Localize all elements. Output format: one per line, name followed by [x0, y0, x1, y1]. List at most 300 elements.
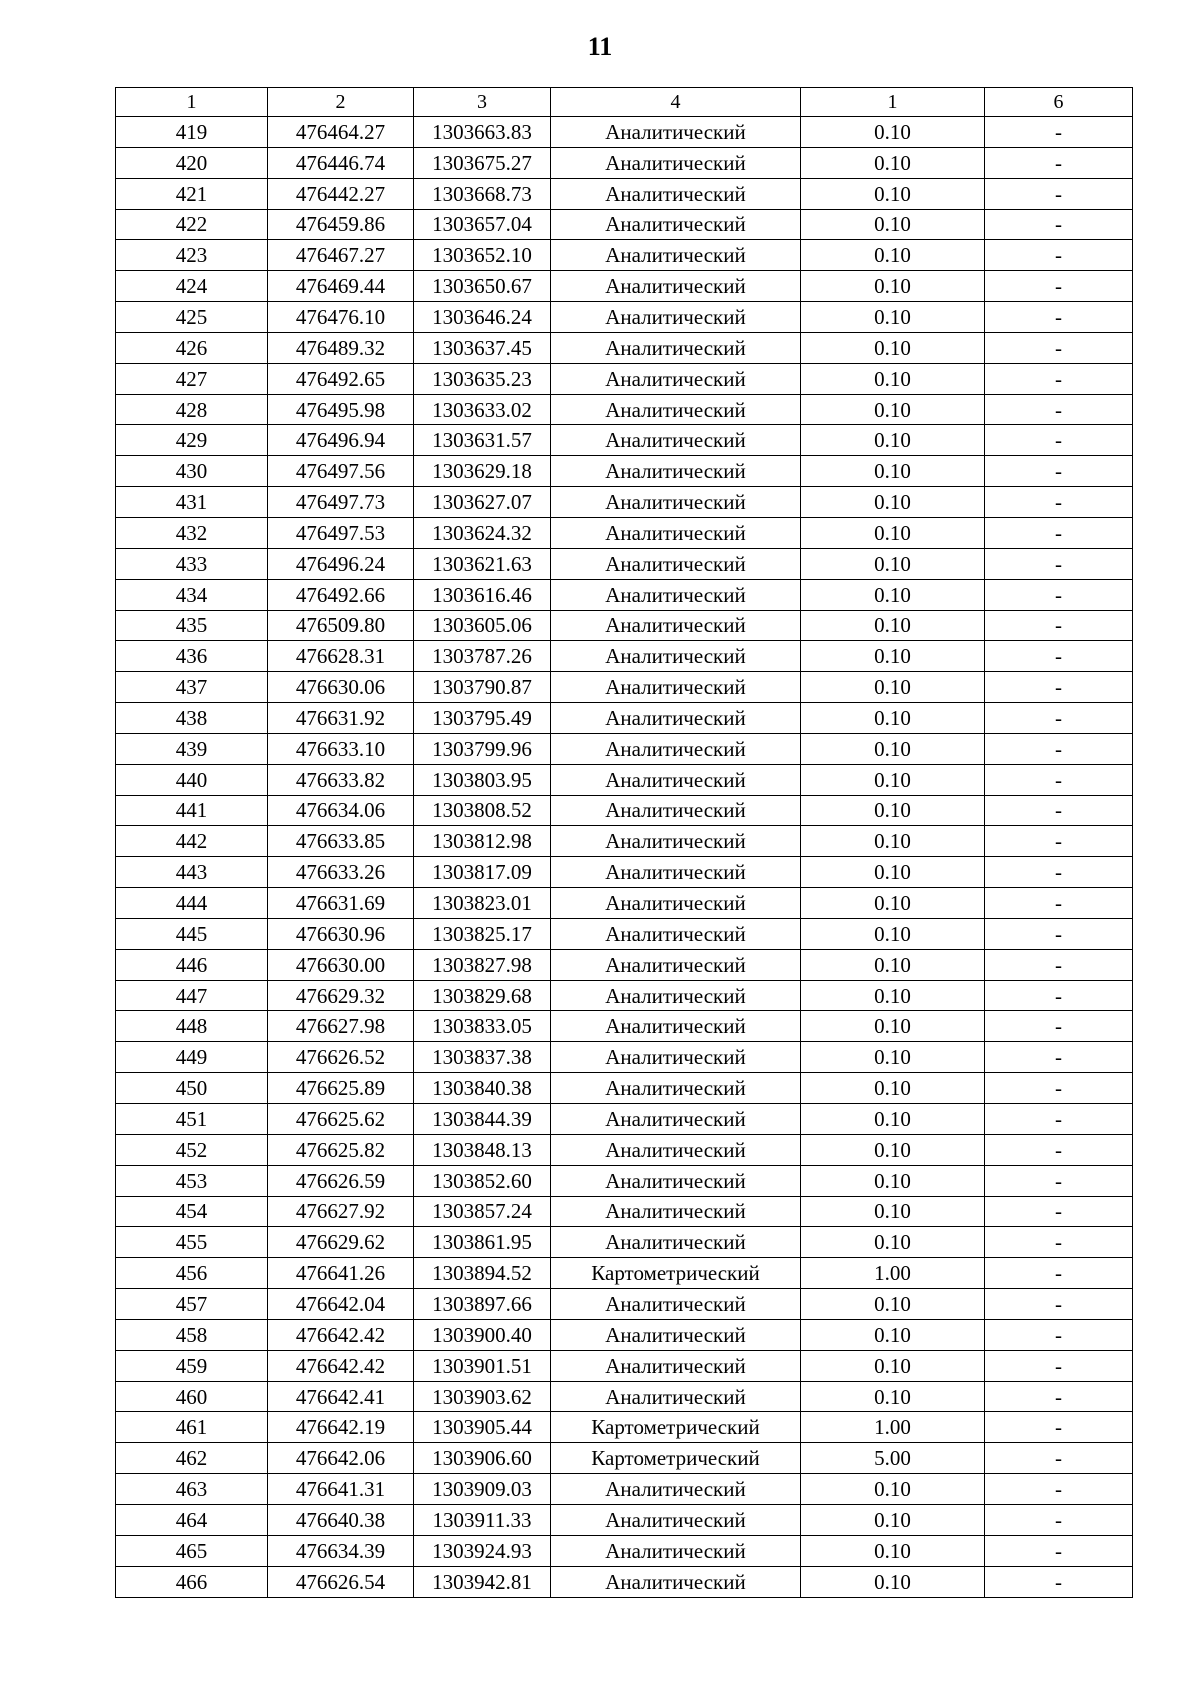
method-cell: Аналитический [551, 117, 801, 148]
x-coordinate-cell: 476642.42 [268, 1319, 414, 1350]
x-coordinate-cell: 476467.27 [268, 240, 414, 271]
point-number-cell: 458 [116, 1319, 268, 1350]
x-coordinate-cell: 476633.85 [268, 826, 414, 857]
x-coordinate-cell: 476633.10 [268, 733, 414, 764]
y-coordinate-cell: 1303652.10 [414, 240, 551, 271]
y-coordinate-cell: 1303795.49 [414, 703, 551, 734]
x-coordinate-cell: 476476.10 [268, 302, 414, 333]
table-row [116, 1258, 1133, 1289]
point-number-cell: 430 [116, 456, 268, 487]
y-coordinate-cell: 1303616.46 [414, 579, 551, 610]
method-cell: Аналитический [551, 1227, 801, 1258]
point-number-cell: 451 [116, 1104, 268, 1135]
table-row [116, 918, 1133, 949]
x-coordinate-cell: 476640.38 [268, 1504, 414, 1535]
table-row [116, 1381, 1133, 1412]
x-coordinate-cell: 476628.31 [268, 641, 414, 672]
point-number-cell: 445 [116, 918, 268, 949]
point-number-cell: 441 [116, 795, 268, 826]
x-coordinate-cell: 476629.62 [268, 1227, 414, 1258]
x-coordinate-cell: 476633.26 [268, 857, 414, 888]
description-cell: - [985, 1258, 1133, 1289]
column-header: 1 [116, 88, 268, 117]
point-number-cell: 465 [116, 1535, 268, 1566]
y-coordinate-cell: 1303905.44 [414, 1412, 551, 1443]
point-number-cell: 422 [116, 209, 268, 240]
point-number-cell: 424 [116, 271, 268, 302]
accuracy-cell: 0.10 [801, 703, 985, 734]
y-coordinate-cell: 1303633.02 [414, 394, 551, 425]
x-coordinate-cell: 476497.73 [268, 487, 414, 518]
table-row [116, 1504, 1133, 1535]
x-coordinate-cell: 476630.96 [268, 918, 414, 949]
table-row [116, 703, 1133, 734]
description-cell: - [985, 610, 1133, 641]
point-number-cell: 459 [116, 1350, 268, 1381]
y-coordinate-cell: 1303631.57 [414, 425, 551, 456]
x-coordinate-cell: 476469.44 [268, 271, 414, 302]
description-cell: - [985, 857, 1133, 888]
description-cell: - [985, 487, 1133, 518]
method-cell: Аналитический [551, 703, 801, 734]
method-cell: Аналитический [551, 363, 801, 394]
description-cell: - [985, 1073, 1133, 1104]
x-coordinate-cell: 476489.32 [268, 332, 414, 363]
point-number-cell: 449 [116, 1042, 268, 1073]
table-row [116, 826, 1133, 857]
description-cell: - [985, 703, 1133, 734]
table-row [116, 610, 1133, 641]
point-number-cell: 421 [116, 178, 268, 209]
point-number-cell: 431 [116, 487, 268, 518]
y-coordinate-cell: 1303646.24 [414, 302, 551, 333]
table-row [116, 1196, 1133, 1227]
description-cell: - [985, 1165, 1133, 1196]
point-number-cell: 444 [116, 888, 268, 919]
method-cell: Аналитический [551, 1289, 801, 1320]
accuracy-cell: 0.10 [801, 672, 985, 703]
table-row [116, 332, 1133, 363]
x-coordinate-cell: 476627.98 [268, 1011, 414, 1042]
accuracy-cell: 0.10 [801, 363, 985, 394]
x-coordinate-cell: 476626.52 [268, 1042, 414, 1073]
description-cell: - [985, 672, 1133, 703]
accuracy-cell: 0.10 [801, 271, 985, 302]
description-cell: - [985, 1227, 1133, 1258]
description-cell: - [985, 826, 1133, 857]
point-number-cell: 438 [116, 703, 268, 734]
accuracy-cell: 0.10 [801, 1535, 985, 1566]
y-coordinate-cell: 1303637.45 [414, 332, 551, 363]
point-number-cell: 461 [116, 1412, 268, 1443]
accuracy-cell: 0.10 [801, 610, 985, 641]
method-cell: Аналитический [551, 302, 801, 333]
point-number-cell: 455 [116, 1227, 268, 1258]
table-row [116, 209, 1133, 240]
method-cell: Аналитический [551, 1134, 801, 1165]
method-cell: Аналитический [551, 456, 801, 487]
accuracy-cell: 0.10 [801, 1073, 985, 1104]
x-coordinate-cell: 476630.00 [268, 949, 414, 980]
accuracy-cell: 0.10 [801, 1042, 985, 1073]
x-coordinate-cell: 476497.53 [268, 517, 414, 548]
description-cell: - [985, 394, 1133, 425]
point-number-cell: 437 [116, 672, 268, 703]
accuracy-cell: 0.10 [801, 733, 985, 764]
y-coordinate-cell: 1303901.51 [414, 1350, 551, 1381]
point-number-cell: 446 [116, 949, 268, 980]
x-coordinate-cell: 476464.27 [268, 117, 414, 148]
y-coordinate-cell: 1303624.32 [414, 517, 551, 548]
description-cell: - [985, 1011, 1133, 1042]
y-coordinate-cell: 1303833.05 [414, 1011, 551, 1042]
description-cell: - [985, 1381, 1133, 1412]
description-cell: - [985, 733, 1133, 764]
x-coordinate-cell: 476634.06 [268, 795, 414, 826]
method-cell: Аналитический [551, 1319, 801, 1350]
description-cell: - [985, 764, 1133, 795]
x-coordinate-cell: 476492.65 [268, 363, 414, 394]
description-cell: - [985, 178, 1133, 209]
y-coordinate-cell: 1303663.83 [414, 117, 551, 148]
accuracy-cell: 0.10 [801, 918, 985, 949]
table-row [116, 1042, 1133, 1073]
method-cell: Аналитический [551, 610, 801, 641]
table-row [116, 795, 1133, 826]
table-row [116, 487, 1133, 518]
coordinates-table [115, 87, 1133, 1598]
table-row [116, 517, 1133, 548]
accuracy-cell: 0.10 [801, 1011, 985, 1042]
column-header: 3 [414, 88, 551, 117]
header-row [116, 88, 1133, 117]
table-row [116, 1319, 1133, 1350]
y-coordinate-cell: 1303823.01 [414, 888, 551, 919]
description-cell: - [985, 641, 1133, 672]
description-cell: - [985, 795, 1133, 826]
y-coordinate-cell: 1303621.63 [414, 548, 551, 579]
description-cell: - [985, 579, 1133, 610]
y-coordinate-cell: 1303605.06 [414, 610, 551, 641]
accuracy-cell: 0.10 [801, 1289, 985, 1320]
accuracy-cell: 0.10 [801, 949, 985, 980]
description-cell: - [985, 1535, 1133, 1566]
y-coordinate-cell: 1303812.98 [414, 826, 551, 857]
method-cell: Аналитический [551, 394, 801, 425]
y-coordinate-cell: 1303909.03 [414, 1474, 551, 1505]
accuracy-cell: 0.10 [801, 1165, 985, 1196]
column-header: 4 [551, 88, 801, 117]
method-cell: Аналитический [551, 888, 801, 919]
description-cell: - [985, 1134, 1133, 1165]
description-cell: - [985, 918, 1133, 949]
x-coordinate-cell: 476459.86 [268, 209, 414, 240]
y-coordinate-cell: 1303668.73 [414, 178, 551, 209]
method-cell: Аналитический [551, 1104, 801, 1135]
point-number-cell: 453 [116, 1165, 268, 1196]
y-coordinate-cell: 1303629.18 [414, 456, 551, 487]
method-cell: Аналитический [551, 1566, 801, 1597]
y-coordinate-cell: 1303894.52 [414, 1258, 551, 1289]
point-number-cell: 450 [116, 1073, 268, 1104]
y-coordinate-cell: 1303897.66 [414, 1289, 551, 1320]
table-row [116, 302, 1133, 333]
y-coordinate-cell: 1303787.26 [414, 641, 551, 672]
point-number-cell: 439 [116, 733, 268, 764]
description-cell: - [985, 147, 1133, 178]
table-row [116, 579, 1133, 610]
accuracy-cell: 0.10 [801, 857, 985, 888]
table-row [116, 178, 1133, 209]
point-number-cell: 434 [116, 579, 268, 610]
y-coordinate-cell: 1303848.13 [414, 1134, 551, 1165]
accuracy-cell: 0.10 [801, 1566, 985, 1597]
table-row [116, 147, 1133, 178]
accuracy-cell: 1.00 [801, 1412, 985, 1443]
method-cell: Аналитический [551, 1535, 801, 1566]
accuracy-cell: 0.10 [801, 548, 985, 579]
description-cell: - [985, 302, 1133, 333]
accuracy-cell: 0.10 [801, 641, 985, 672]
x-coordinate-cell: 476626.59 [268, 1165, 414, 1196]
method-cell: Аналитический [551, 949, 801, 980]
method-cell: Картометрический [551, 1258, 801, 1289]
table-row [116, 1227, 1133, 1258]
point-number-cell: 427 [116, 363, 268, 394]
y-coordinate-cell: 1303906.60 [414, 1443, 551, 1474]
y-coordinate-cell: 1303903.62 [414, 1381, 551, 1412]
method-cell: Аналитический [551, 1504, 801, 1535]
table-row [116, 1011, 1133, 1042]
method-cell: Аналитический [551, 178, 801, 209]
accuracy-cell: 0.10 [801, 1350, 985, 1381]
x-coordinate-cell: 476442.27 [268, 178, 414, 209]
point-number-cell: 423 [116, 240, 268, 271]
description-cell: - [985, 1104, 1133, 1135]
point-number-cell: 433 [116, 548, 268, 579]
description-cell: - [985, 949, 1133, 980]
x-coordinate-cell: 476625.62 [268, 1104, 414, 1135]
table-row [116, 1350, 1133, 1381]
column-header: 2 [268, 88, 414, 117]
method-cell: Аналитический [551, 1165, 801, 1196]
method-cell: Аналитический [551, 764, 801, 795]
x-coordinate-cell: 476641.31 [268, 1474, 414, 1505]
description-cell: - [985, 209, 1133, 240]
description-cell: - [985, 1042, 1133, 1073]
accuracy-cell: 0.10 [801, 147, 985, 178]
table-row [116, 733, 1133, 764]
accuracy-cell: 0.10 [801, 1474, 985, 1505]
x-coordinate-cell: 476633.82 [268, 764, 414, 795]
table-row [116, 1165, 1133, 1196]
table-row [116, 456, 1133, 487]
method-cell: Аналитический [551, 271, 801, 302]
description-cell: - [985, 117, 1133, 148]
y-coordinate-cell: 1303942.81 [414, 1566, 551, 1597]
x-coordinate-cell: 476642.41 [268, 1381, 414, 1412]
y-coordinate-cell: 1303657.04 [414, 209, 551, 240]
accuracy-cell: 0.10 [801, 1227, 985, 1258]
table-row [116, 1073, 1133, 1104]
accuracy-cell: 0.10 [801, 1381, 985, 1412]
method-cell: Аналитический [551, 641, 801, 672]
point-number-cell: 420 [116, 147, 268, 178]
accuracy-cell: 0.10 [801, 240, 985, 271]
description-cell: - [985, 1443, 1133, 1474]
y-coordinate-cell: 1303827.98 [414, 949, 551, 980]
point-number-cell: 436 [116, 641, 268, 672]
point-number-cell: 440 [116, 764, 268, 795]
x-coordinate-cell: 476625.89 [268, 1073, 414, 1104]
table-row [116, 888, 1133, 919]
method-cell: Аналитический [551, 425, 801, 456]
description-cell: - [985, 980, 1133, 1011]
description-cell: - [985, 1289, 1133, 1320]
point-number-cell: 462 [116, 1443, 268, 1474]
description-cell: - [985, 517, 1133, 548]
y-coordinate-cell: 1303911.33 [414, 1504, 551, 1535]
table-row [116, 363, 1133, 394]
accuracy-cell: 0.10 [801, 1319, 985, 1350]
y-coordinate-cell: 1303635.23 [414, 363, 551, 394]
x-coordinate-cell: 476641.26 [268, 1258, 414, 1289]
x-coordinate-cell: 476631.69 [268, 888, 414, 919]
x-coordinate-cell: 476496.24 [268, 548, 414, 579]
column-header: 1 [801, 88, 985, 117]
x-coordinate-cell: 476642.06 [268, 1443, 414, 1474]
description-cell: - [985, 363, 1133, 394]
table-row [116, 271, 1133, 302]
table-row [116, 1104, 1133, 1135]
table-row [116, 1474, 1133, 1505]
y-coordinate-cell: 1303840.38 [414, 1073, 551, 1104]
accuracy-cell: 1.00 [801, 1258, 985, 1289]
accuracy-cell: 0.10 [801, 394, 985, 425]
method-cell: Аналитический [551, 240, 801, 271]
table-row [116, 240, 1133, 271]
y-coordinate-cell: 1303857.24 [414, 1196, 551, 1227]
description-cell: - [985, 1412, 1133, 1443]
method-cell: Аналитический [551, 147, 801, 178]
description-cell: - [985, 1474, 1133, 1505]
method-cell: Аналитический [551, 826, 801, 857]
description-cell: - [985, 240, 1133, 271]
point-number-cell: 452 [116, 1134, 268, 1165]
accuracy-cell: 0.10 [801, 980, 985, 1011]
point-number-cell: 457 [116, 1289, 268, 1320]
description-cell: - [985, 1350, 1133, 1381]
description-cell: - [985, 1504, 1133, 1535]
method-cell: Аналитический [551, 672, 801, 703]
method-cell: Аналитический [551, 980, 801, 1011]
point-number-cell: 435 [116, 610, 268, 641]
method-cell: Аналитический [551, 1011, 801, 1042]
table-row [116, 980, 1133, 1011]
method-cell: Аналитический [551, 1073, 801, 1104]
point-number-cell: 447 [116, 980, 268, 1011]
table-row [116, 949, 1133, 980]
y-coordinate-cell: 1303790.87 [414, 672, 551, 703]
method-cell: Аналитический [551, 733, 801, 764]
method-cell: Аналитический [551, 209, 801, 240]
table-row [116, 672, 1133, 703]
point-number-cell: 463 [116, 1474, 268, 1505]
method-cell: Аналитический [551, 1474, 801, 1505]
description-cell: - [985, 271, 1133, 302]
accuracy-cell: 0.10 [801, 487, 985, 518]
point-number-cell: 432 [116, 517, 268, 548]
y-coordinate-cell: 1303627.07 [414, 487, 551, 518]
x-coordinate-cell: 476642.04 [268, 1289, 414, 1320]
x-coordinate-cell: 476496.94 [268, 425, 414, 456]
point-number-cell: 464 [116, 1504, 268, 1535]
description-cell: - [985, 548, 1133, 579]
table-row [116, 1443, 1133, 1474]
accuracy-cell: 0.10 [801, 425, 985, 456]
y-coordinate-cell: 1303808.52 [414, 795, 551, 826]
table-row [116, 425, 1133, 456]
accuracy-cell: 0.10 [801, 579, 985, 610]
method-cell: Аналитический [551, 1350, 801, 1381]
point-number-cell: 429 [116, 425, 268, 456]
description-cell: - [985, 425, 1133, 456]
x-coordinate-cell: 476446.74 [268, 147, 414, 178]
method-cell: Аналитический [551, 1381, 801, 1412]
accuracy-cell: 0.10 [801, 888, 985, 919]
accuracy-cell: 0.10 [801, 764, 985, 795]
method-cell: Аналитический [551, 1042, 801, 1073]
y-coordinate-cell: 1303675.27 [414, 147, 551, 178]
method-cell: Аналитический [551, 548, 801, 579]
x-coordinate-cell: 476630.06 [268, 672, 414, 703]
point-number-cell: 460 [116, 1381, 268, 1412]
method-cell: Аналитический [551, 487, 801, 518]
point-number-cell: 425 [116, 302, 268, 333]
x-coordinate-cell: 476626.54 [268, 1566, 414, 1597]
x-coordinate-cell: 476642.19 [268, 1412, 414, 1443]
table-row [116, 1412, 1133, 1443]
method-cell: Картометрический [551, 1412, 801, 1443]
point-number-cell: 419 [116, 117, 268, 148]
y-coordinate-cell: 1303837.38 [414, 1042, 551, 1073]
method-cell: Аналитический [551, 579, 801, 610]
column-header: 6 [985, 88, 1133, 117]
point-number-cell: 456 [116, 1258, 268, 1289]
y-coordinate-cell: 1303799.96 [414, 733, 551, 764]
y-coordinate-cell: 1303650.67 [414, 271, 551, 302]
x-coordinate-cell: 476642.42 [268, 1350, 414, 1381]
point-number-cell: 466 [116, 1566, 268, 1597]
table-row [116, 1566, 1133, 1597]
accuracy-cell: 0.10 [801, 117, 985, 148]
table-row [116, 857, 1133, 888]
description-cell: - [985, 888, 1133, 919]
x-coordinate-cell: 476631.92 [268, 703, 414, 734]
table-body [116, 117, 1133, 1598]
x-coordinate-cell: 476495.98 [268, 394, 414, 425]
accuracy-cell: 0.10 [801, 456, 985, 487]
description-cell: - [985, 332, 1133, 363]
description-cell: - [985, 1566, 1133, 1597]
x-coordinate-cell: 476509.80 [268, 610, 414, 641]
point-number-cell: 426 [116, 332, 268, 363]
y-coordinate-cell: 1303829.68 [414, 980, 551, 1011]
y-coordinate-cell: 1303861.95 [414, 1227, 551, 1258]
method-cell: Картометрический [551, 1443, 801, 1474]
table-row [116, 641, 1133, 672]
table-row [116, 1289, 1133, 1320]
